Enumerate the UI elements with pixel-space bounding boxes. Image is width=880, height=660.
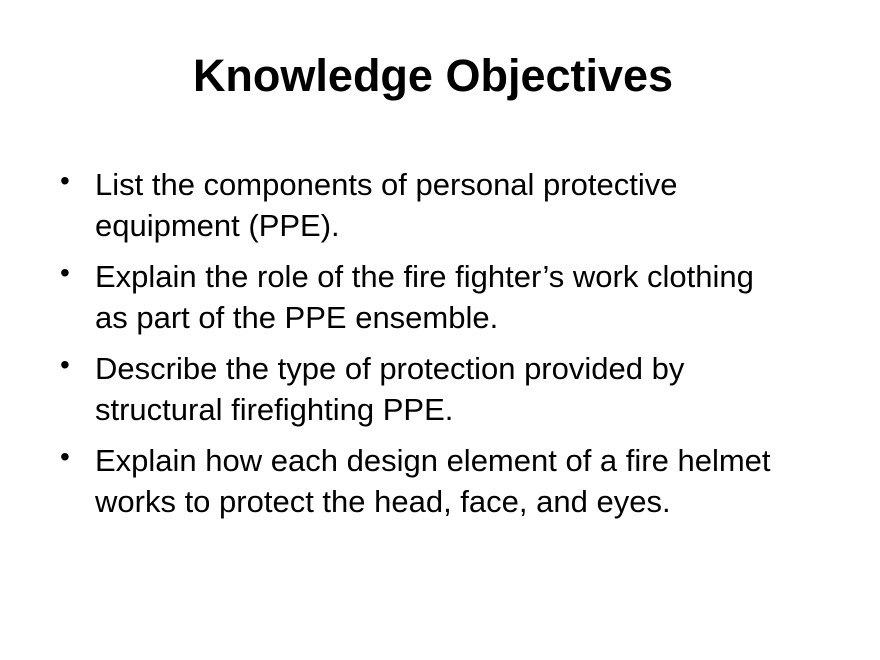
list-item [60, 256, 780, 338]
list-item-text: Explain the role of the fire fighter’s work clothing as part of the PPE ensemble. [95, 259, 754, 335]
list-item [60, 440, 780, 522]
list-item [60, 164, 780, 246]
list-item-text: Explain how each design element of a fire helmet works to protect the head, face, and eyes. [95, 443, 771, 519]
slide-title: Knowledge Objectives [192, 50, 674, 101]
list-item [60, 348, 780, 430]
bullet-icon: • [60, 441, 70, 472]
bullet-icon: • [60, 257, 70, 288]
list-item-text: Describe the type of protection provided by structural firefighting PPE. [95, 351, 685, 427]
bullet-icon: • [60, 165, 70, 196]
bullet-icon: • [60, 349, 70, 380]
list-item-text: List the components of personal protective equipment (PPE). [95, 167, 678, 243]
objectives-list [60, 164, 780, 532]
